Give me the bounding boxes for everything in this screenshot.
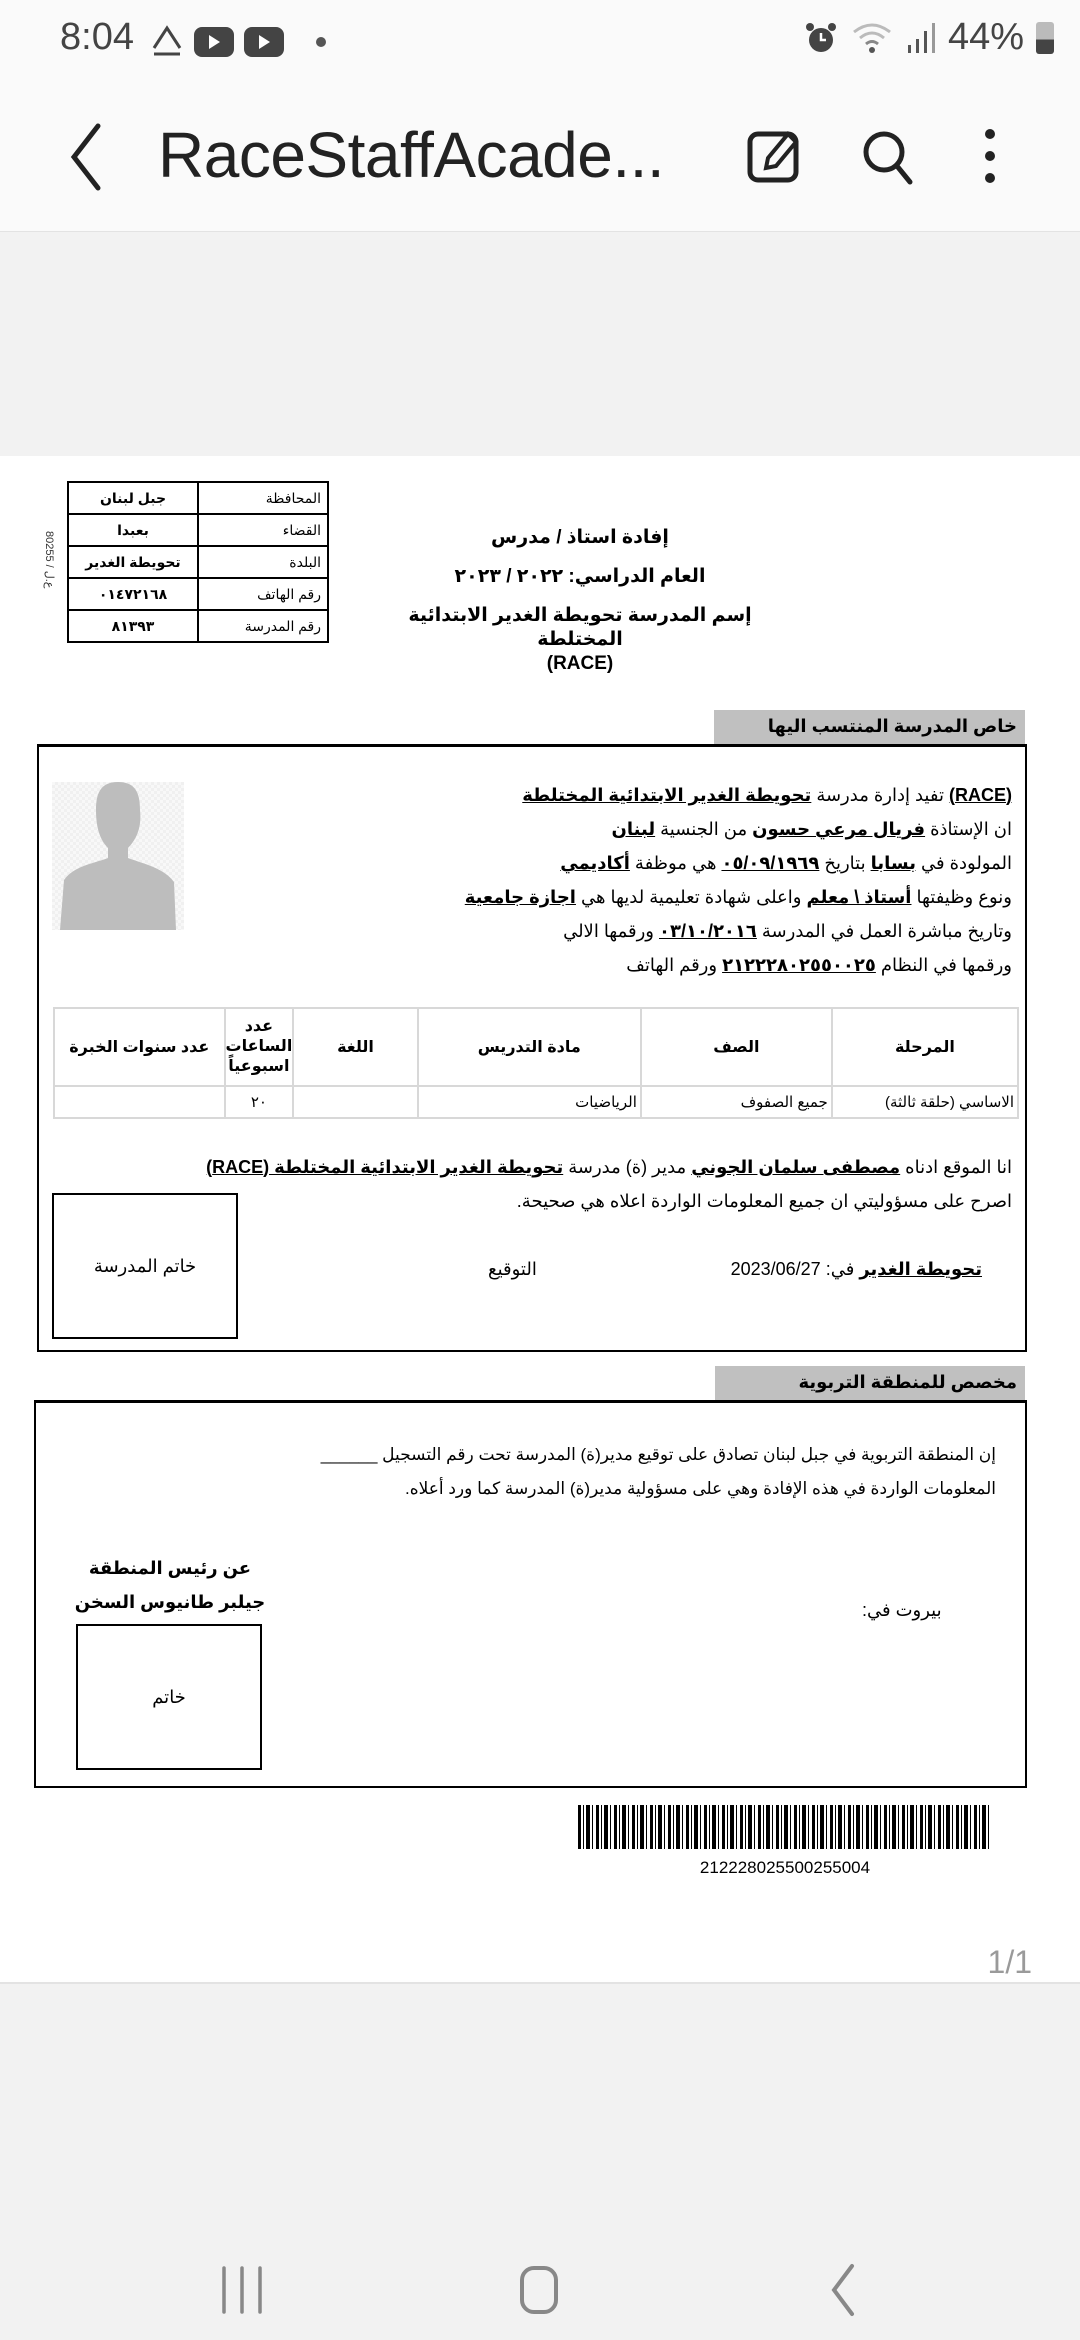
- declaration-line-2: اصرح على مسؤوليتي ان جميع المعلومات الواردة اعلاه هي صحيحة.: [516, 1191, 1012, 1211]
- director-name: مصطفى سلمان الجوني: [691, 1157, 901, 1177]
- school-stamp-box: خاتم المدرسة: [52, 1193, 238, 1339]
- start-date: ٠٣/١٠/٢٠١٦: [659, 921, 757, 941]
- region-stamp-box: خاتم: [76, 1624, 262, 1770]
- town-value: تحويطة الغدير: [68, 546, 198, 578]
- signature-label: التوقيع: [488, 1259, 537, 1279]
- document-title: RaceStaffAcade...: [158, 119, 665, 191]
- district-value: بعبدا: [68, 514, 198, 546]
- pdf-page[interactable]: [0, 456, 1080, 1982]
- header-experience-years: عدد سنوات الخبرة: [54, 1008, 225, 1086]
- paragraph-line-6: ورقمها في النظام ٢١٢٢٢٨٠٢٥٥٠٠٢٥ ورقم الهاتف: [626, 955, 1012, 975]
- table-row: الاساسي (حلقة ثالثة) جميع الصفوف الرياضيات ٢٠: [54, 1086, 1018, 1118]
- paragraph-line-1: (RACE) تفيد إدارة مدرسة تحويطة الغدير الابتدائية المختلطة: [522, 785, 1012, 805]
- district-label: القضاء: [198, 514, 328, 546]
- youtube-icon: [194, 27, 234, 57]
- header-weekly-hours: عدد الساعات اسبوعياً: [225, 1008, 294, 1086]
- viewer-background: [0, 232, 1080, 456]
- school-number-label: رقم المدرسة: [198, 610, 328, 642]
- back-icon[interactable]: [812, 2260, 872, 2320]
- teacher-name: فريال مرعي حسون: [752, 819, 926, 839]
- signal-icon: [906, 21, 936, 55]
- sign-date: 2023/06/27: [730, 1259, 821, 1279]
- edit-icon[interactable]: [742, 124, 806, 188]
- academic-year: العام الدراسي: ٢٠٢٢ / ٢٠٢٣: [454, 566, 706, 587]
- on-behalf-label: عن رئيس المنطقة: [88, 1558, 252, 1578]
- search-icon[interactable]: [856, 124, 920, 188]
- document-header: [390, 526, 770, 676]
- status-bar: [0, 0, 1080, 82]
- header-class: الصف: [641, 1008, 832, 1086]
- header-subject: مادة التدريس: [418, 1008, 641, 1086]
- navigation-bar: [0, 2240, 1080, 2340]
- nationality: لبنان: [611, 819, 656, 839]
- recent-apps-icon[interactable]: [212, 2260, 272, 2320]
- document-title-heading: إفادة استاذ / مدرس: [491, 527, 669, 548]
- beirut-date-label: بيروت في:: [862, 1600, 942, 1620]
- upload-notification-icon: [150, 24, 184, 60]
- youtube-icon: [244, 27, 284, 57]
- more-options-icon[interactable]: [958, 124, 1022, 188]
- phone-label: رقم الهاتف: [198, 578, 328, 610]
- paragraph-line-5: وتاريخ مباشرة العمل في المدرسة ٠٣/١٠/٢٠١٦ ورقمها الالي: [563, 921, 1012, 941]
- barcode-number: 212228025500255004: [699, 1858, 871, 1877]
- side-reference-code: ع.ل / 80255: [43, 531, 55, 589]
- barcode: [578, 1805, 992, 1849]
- alarm-icon: [804, 21, 838, 55]
- teaching-table: [53, 1007, 1019, 1119]
- person-silhouette-icon: [52, 782, 184, 930]
- school-info-table: [67, 481, 329, 643]
- region-head-name: جيلبر طانيوس السخن: [74, 1592, 266, 1612]
- app-bar: [0, 82, 1080, 232]
- status-time: 8:04: [60, 16, 134, 58]
- school-number-value: ٨١٣٩٣: [68, 610, 198, 642]
- battery-icon: [1036, 22, 1054, 54]
- system-number: ٢١٢٢٢٨٠٢٥٥٠٠٢٥: [722, 955, 876, 975]
- declaration-line-1: انا الموقع ادناه مصطفى سلمان الجوني مدير (ة) مدرسة تحويطة الغدير الابتدائية المختلطة (RACE): [206, 1157, 1012, 1177]
- school-code: (RACE): [546, 653, 614, 674]
- governorate-label: المحافظة: [198, 482, 328, 514]
- wifi-icon: [850, 20, 894, 56]
- home-icon[interactable]: [510, 2260, 570, 2320]
- school-name: إسم المدرسة تحويطة الغدير الابتدائية المختلطة: [408, 605, 752, 650]
- section-school-tab: خاص المدرسة المنتسب اليها: [714, 710, 1025, 744]
- battery-percent: 44%: [947, 16, 1024, 58]
- paragraph-line-3: المولودة في بسابا بتاريخ ٠٥/٠٩/١٩٦٩ هي موظفة أكاديمي: [560, 853, 1012, 873]
- profile-photo-placeholder: [52, 782, 184, 930]
- governorate-value: جبل لبنان: [68, 482, 198, 514]
- place-date: تحويطة الغدير في: 2023/06/27: [730, 1259, 982, 1279]
- paragraph-line-4: ونوع وظيفتها أستاذ \ معلم واعلى شهادة تعليمية لديها هي اجازة جامعية: [464, 887, 1012, 907]
- header-stage: المرحلة: [832, 1008, 1018, 1086]
- paragraph-line-2: ان الإستاذة فريال مرعي حسون من الجنسية لبنان: [611, 819, 1012, 839]
- page-counter: 1/1: [987, 1944, 1032, 1980]
- section-region-tab: مخصص للمنطقة التربوية: [715, 1366, 1025, 1400]
- town-label: البلدة: [198, 546, 328, 578]
- header-language: اللغة: [293, 1008, 417, 1086]
- birth-date: ٠٥/٠٩/١٩٦٩: [721, 853, 820, 873]
- dot-icon: [316, 37, 326, 47]
- region-line-1: إن المنطقة التربوية في جبل لبنان تصادق على توقيع مدير(ة) المدرسة تحت رقم التسجيل ______: [320, 1445, 996, 1464]
- back-arrow-icon[interactable]: [62, 120, 112, 194]
- phone-value: ٠١٤٧٢١٦٨: [68, 578, 198, 610]
- region-line-2: المعلومات الواردة في هذه الإفادة وهي على مسؤولية مدير(ة) المدرسة كما ورد أعلاه.: [405, 1479, 996, 1498]
